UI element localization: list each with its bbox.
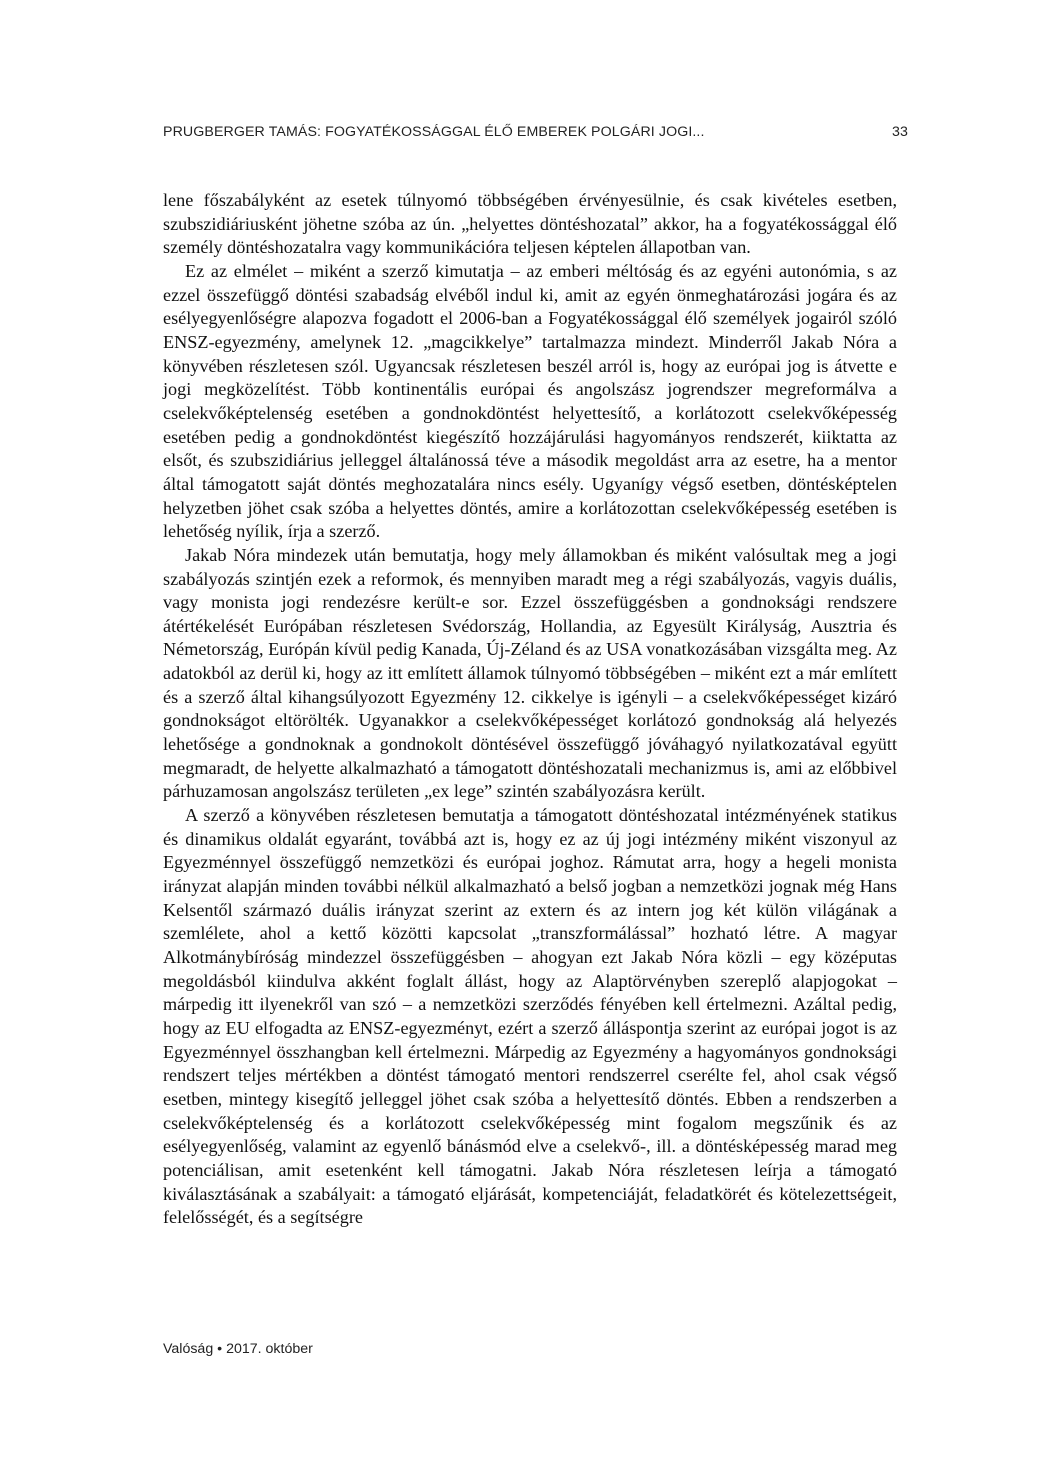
paragraph: Ez az elmélet – miként a szerző kimutatja – az emberi méltóság és az egyéni autonómia, s az ezzel összefüggő döntési szabadság elvéből indul ki, amit az egyén önmeghatározási jogára és az esélyegyenlőségre alapozva fogadott el 2006-ban a Fogyatékossággal élő személyek jogairól szóló ENSZ-egyezmény, amelynek 12. „magcikkelye” tartalmazza mindezt. Minderről Jakab Nóra a könyvében részletesen szól. Ugyancsak részletesen beszél arról is, hogy az európai jog is átvette e jogi megközelítést. Több kontinentális európai és angolszász jogrendszer megreformálva a cselekvőképtelenség esetében a gondnokdöntést helyettesítő, a korlátozott cselekvőképesség esetében pedig a gondnokdöntést kiegészítő hozzájárulási hagyományos rendszerét, kiiktatta az elsőt, és szubszidiárius jelleggel általánossá téve a második megoldást arra az esetre, ha a mentor által támogatott saját döntés meghozatalára nincs esély. Ugyanígy végső esetben, döntésképtelen helyzetben jöhet csak szóba a helyettes döntés, amire a korlátozottan cselekvőképesség esetében is lehetőség nyílik, írja a szerző.	[163, 260, 897, 542]
running-header	[163, 122, 908, 146]
paragraph: Jakab Nóra mindezek után bemutatja, hogy mely államokban és miként valósultak meg a jogi szabályozás szintjén ezek a reformok, és mennyiben maradt meg a régi szabályozás, vagyis duális, vagy monista jogi rendezésre került-e sor. Ezzel összefüggésben a gondnoksági rendszere átértékelését Európában részletesen Svédország, Hollandia, az Egyesült Királyság, Ausztria és Németország, Európán kívül pedig Kanada, Új-Zéland és az USA vonatkozásában vizsgálta meg. Az adatokból az derül ki, hogy az itt említett államok túlnyomó többségében – miként ezt a már említett és a szerző által kihangsúlyozott Egyezmény 12. cikkelye is igényli – a cselekvőképességet kizáró gondnokságot eltörölték. Ugyanakkor a cselekvőképességet korlátozó gondnokság alá helyezés lehetősége a gondnoknak a gondnokolt döntésével összefüggő jóváhagyó nyilatkozatával együtt megmaradt, de helyette alkalmazható a támogatott döntéshozatali mechanizmus is, ami az előbbivel párhuzamosan angolszász területen „ex lege” szintén szabályozásra került.	[163, 544, 897, 802]
page-number: 33	[892, 124, 908, 140]
article-body	[163, 189, 897, 1230]
running-title: PRUGBERGER TAMÁS: FOGYATÉKOSSÁGGAL ÉLŐ EMBEREK POLGÁRI JOGI...	[163, 124, 705, 140]
paragraph: A szerző a könyvében részletesen bemutatja a támogatott döntéshozatal intézményének statikus és dinamikus oldalát egyaránt, továbbá azt is, hogy ez az új jogi intézmény miként viszonyul az Egyezménnyel összefüggő nemzetközi és európai joghoz. Rámutat arra, hogy a hegeli monista irányzat alapján minden további nélkül alkalmazható a belső jogban a nemzetközi jognak még Hans Kelsentől származó duális irányzat szerint az extern és az intern jog két külön világának a szemlélete, ahol a kettő közötti kapcsolat „transzformálással” hozható létre. A magyar Alkotmánybíróság mindezzel összefüggésben – ahogyan ezt Jakab Nóra közli – egy középutas megoldásból kiindulva akként foglalt állást, hogy az Alaptörvényben szereplő alapjogokat – márpedig itt ilyenekről van szó – a nemzetközi szerződés fényében kell értelmezni. Azáltal pedig, hogy az EU elfogadta az ENSZ-egyezményt, ezért a szerző álláspontja szerint az európai jogot is az Egyezménnyel összhangban kell értelmezni. Márpedig az Egyezmény a hagyományos gondnoksági rendszert teljes mértékben a döntést támogató mentori rendszerrel cserélte fel, ahol csak végső esetben, mintegy kisegítő jelleggel jöhet csak szóba a helyettesítő döntés. Ebben a rendszerben a cselekvőképtelenség és a korlátozott cselekvőképesség mint fogalom megszűnik és az esélyegyenlőség, valamint az egyenlő bánásmód elve a cselekvő-, ill. a döntésképesség marad meg potenciálisan, amit esetenként kell támogatni. Jakab Nóra részletesen leírja a támogató kiválasztásának a szabályait: a támogató eljárását, kompetenciáját, feladatkörét és kötelezettségeit, felelősségét, és a segítségre	[163, 805, 897, 1228]
running-footer: Valóság • 2017. október	[163, 1341, 313, 1357]
paragraph-continuation: lene főszabályként az esetek túlnyomó többségében érvényesülnie, és csak kivételes esetben, szubszidiáriusként jöhetne szóba az ún. „helyettes döntéshozatal” akkor, ha a fogyatékossággal élő személy döntéshozatalra vagy kommunikációra teljesen képtelen állapotban van.	[163, 190, 897, 258]
